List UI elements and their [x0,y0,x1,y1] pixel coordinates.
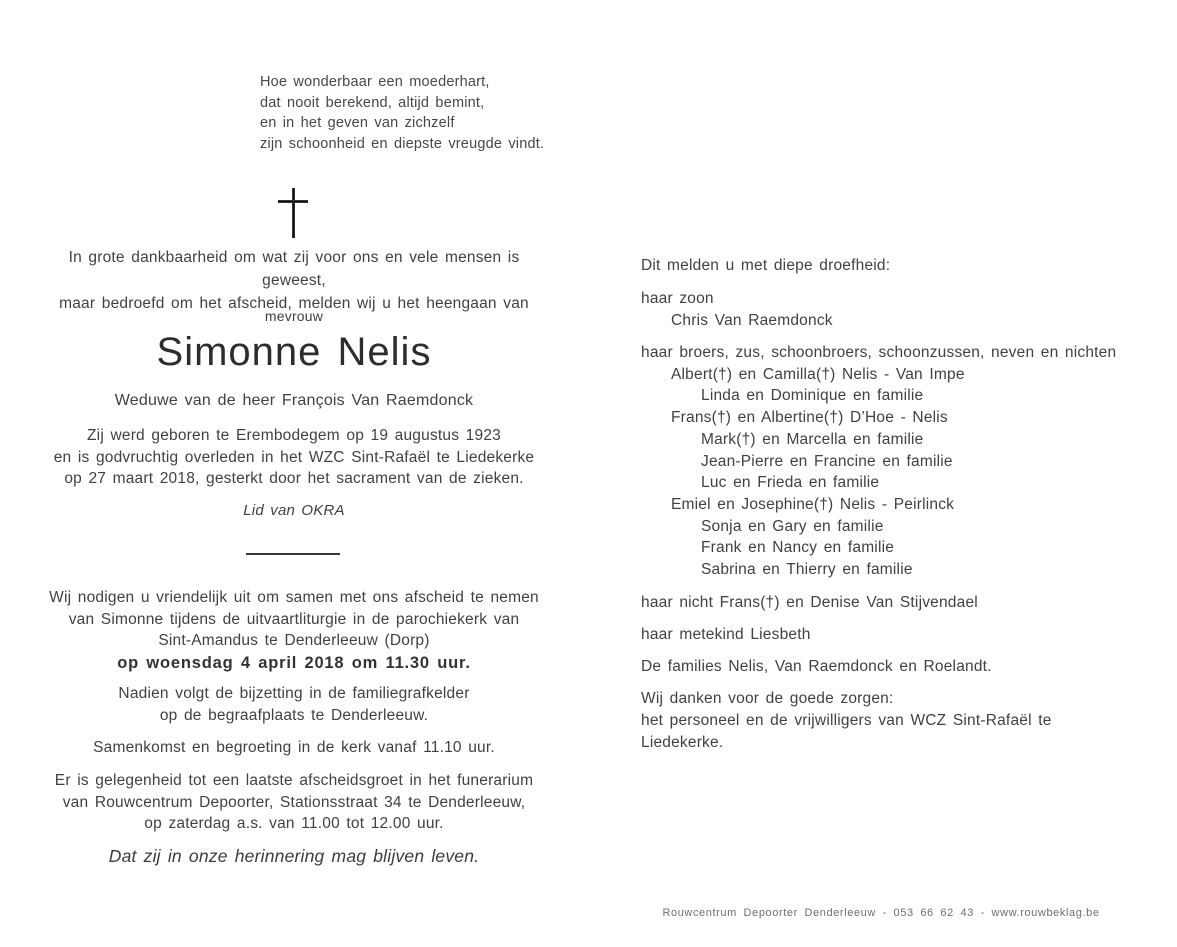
funerarium-line: Er is gelegenheid tot een laatste afscheidsgroet in het funerarium [54,772,534,789]
family-entry: Sabrina en Thierry en familie [701,561,913,579]
cross-icon [277,188,309,238]
families-line: De families Nelis, Van Raemdonck en Roelandt. [641,658,992,675]
funerarium-line: op zaterdag a.s. van 11.00 tot 12.00 uur. [144,815,444,832]
funerarium-info [40,770,548,835]
grief-announcement: Dit melden u met diepe droefheid: [641,257,891,274]
intro-text [40,246,548,315]
burial-line: Nadien volgt de bijzetting in de familiegrafkelder [118,685,470,702]
gathering-info: Samenkomst en begroeting in de kerk vanaf 11.10 uur. [93,739,495,756]
family-entry: Frank en Nancy en familie [701,539,895,557]
intro-line: In grote dankbaarheid om wat zij voor ons en vele mensen is geweest, [68,249,520,289]
honorific: mevrouw [264,308,324,324]
family-entry: Jean-Pierre en Francine en familie [701,452,953,470]
life-line: en is godvruchtig overleden in het WZC Sint-Rafaël te Liedekerke [53,448,535,466]
family-entry: Mark(†) en Marcella en familie [701,430,924,448]
invitation-line: Sint-Amandus te Denderleeuw (Dorp) [158,632,430,649]
funeral-datetime: op woensdag 4 april 2018 om 11.30 uur. [117,653,471,672]
family-entry: Linda en Dominique en familie [701,387,924,405]
footer-credit: Rouwcentrum Depoorter Denderleeuw - 053 66 62 43 - www.rouwbeklag.be [662,907,1100,919]
family-entry: Emiel en Josephine(†) Nelis - Peirlinck [671,495,955,513]
closing-phrase: Dat zij in onze herinnering mag blijven leven. [108,846,480,866]
intro-line: maar bedroefd om het afscheid, melden wij u het heengaan van [59,295,529,312]
poem-line: en in het geven van zichzelf [260,115,455,131]
life-dates [40,425,548,490]
thanks-line: het personeel en de vrijwilligers van WCZ Sint-Rafaël te Liedekerke. [641,712,1052,751]
son-section [641,288,1131,331]
invitation-line: van Simonne tijdens de uitvaartliturgie in de parochiekerk van [68,610,520,628]
godchild-line: haar metekind Liesbeth [641,626,811,643]
life-line: op 27 maart 2018, gesterkt door het sacrament van de zieken. [64,470,524,487]
poem [260,72,544,154]
siblings-label: haar broers, zus, schoonbroers, schoonzussen, neven en nichten [641,344,1117,361]
widow-subtitle: Weduwe van de heer François Van Raemdonck [114,392,474,409]
niece-line: haar nicht Frans(†) en Denise Van Stijvendael [641,594,978,611]
invitation-line: Wij nodigen u vriendelijk uit om samen met ons afscheid te nemen [49,589,539,606]
deceased-name: Simonne Nelis [156,330,432,374]
thanks-section [641,688,1131,754]
poem-line: Hoe wonderbaar een moederhart, [260,74,490,90]
funeral-invitation [40,587,548,674]
poem-line: zijn schoonheid en diepste vreugde vindt. [260,135,545,152]
burial-line: op de begraafplaats te Denderleeuw. [159,706,429,724]
burial-info [40,683,548,726]
membership-note: Lid van OKRA [243,502,345,519]
family-entry: Luc en Frieda en familie [701,474,880,492]
siblings-section [641,342,1131,581]
funerarium-line: van Rouwcentrum Depoorter, Stationsstraat 34 te Denderleeuw, [62,793,526,811]
life-line: Zij werd geboren te Erembodegem op 19 augustus 1923 [87,427,501,444]
divider [246,553,340,555]
family-entry: Albert(†) en Camilla(†) Nelis - Van Impe [671,365,965,383]
family-entry: Frans(†) en Albertine(†) D’Hoe - Nelis [671,409,948,427]
son-label: haar zoon [641,290,714,307]
son-name: Chris Van Raemdonck [671,311,833,329]
thanks-line: Wij danken voor de goede zorgen: [641,690,894,707]
poem-line: dat nooit berekend, altijd bemint, [260,94,485,111]
family-entry: Sonja en Gary en familie [701,517,884,535]
